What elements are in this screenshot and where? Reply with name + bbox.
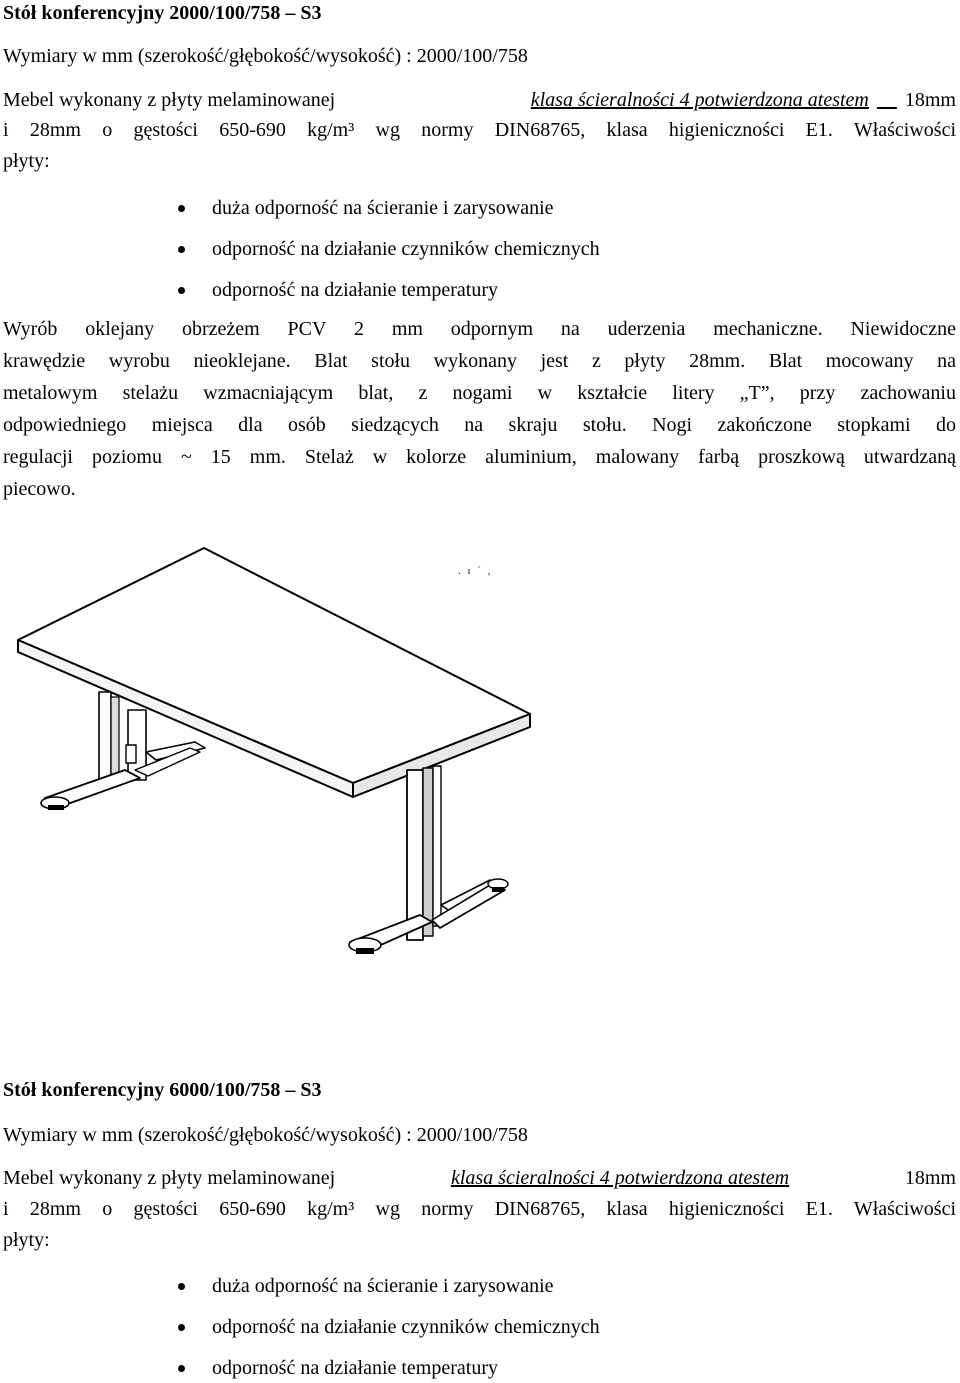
bullet-text: odporność na działanie czynników chemicznych <box>212 1316 600 1338</box>
material-line-2-1 <box>3 1166 956 1190</box>
bullet-text: odporność na działanie czynników chemicznych <box>212 238 600 260</box>
bullet-text: duża odporność na ścieranie i zarysowanie <box>212 1275 554 1297</box>
thickness-2: 18mm <box>904 1167 956 1189</box>
dimensions-1: Wymiary w mm (szerokość/głębokość/wysokość) : 2000/100/758 <box>3 45 528 67</box>
description-line-5: regulacji poziomu ~ 15 mm. Stelaż w kolorze aluminium, malowany farbą proszkową utwardzaną <box>3 446 956 468</box>
material-text-2: Mebel wykonany z płyty melaminowanej <box>3 1167 336 1189</box>
description-line-2: krawędzie wyrobu nieoklejane. Blat stołu wykonany jest z płyty 28mm. Blat mocowany na <box>3 350 956 372</box>
material-line-1-1 <box>3 88 956 112</box>
bullet-text: odporność na działanie temperatury <box>212 279 498 301</box>
product-title-2: Stół konferencyjny 6000/100/758 – S3 <box>3 1079 322 1101</box>
dimensions-2: Wymiary w mm (szerokość/głębokość/wysokość) : 2000/100/758 <box>3 1124 528 1146</box>
bullet-item-2-3 <box>212 1356 498 1380</box>
scan-artifact: . ı ´ , <box>458 565 493 577</box>
bullet-item-1-2 <box>212 237 600 261</box>
description-line-4: odpowiedniego miejsca dla osób siedzących na skraju stołu. Nogi zakończone stopkami do <box>3 414 956 436</box>
wear-class-link-2[interactable]: klasa ścieralności 4 potwierdzona atestem <box>450 1167 790 1189</box>
bullet-item-1-3 <box>212 278 498 302</box>
material-line-2-2: i 28mm o gęstości 650-690 kg/m³ wg normy DIN68765, klasa higieniczności E1. Właściwości <box>3 1198 956 1220</box>
bullet-item-1-1 <box>212 196 554 220</box>
description-line-6: piecowo. <box>3 478 76 500</box>
bullet-item-2-1 <box>212 1274 554 1298</box>
material-line-1-3: płyty: <box>3 150 50 172</box>
wear-class-link-1[interactable]: klasa ścieralności 4 potwierdzona atestem <box>530 89 869 111</box>
conference-table-drawing-icon <box>0 540 560 980</box>
material-line-1-2: i 28mm o gęstości 650-690 kg/m³ wg normy DIN68765, klasa higieniczności E1. Właściwości <box>3 119 956 141</box>
material-line-2-3: płyty: <box>3 1229 50 1251</box>
product-title-1: Stół konferencyjny 2000/100/758 – S3 <box>3 2 322 24</box>
thickness-1: 18mm <box>904 89 956 111</box>
bullet-item-2-2 <box>212 1315 600 1339</box>
underline-gap-1 <box>877 88 897 112</box>
description-line-3: metalowym stelażu wzmacniającym blat, z nogami w kształcie litery „T”, przy zachowaniu <box>3 382 956 404</box>
bullet-text: odporność na działanie temperatury <box>212 1357 498 1379</box>
description-line-1: Wyrób oklejany obrzeżem PCV 2 mm odpornym na uderzenia mechaniczne. Niewidoczne <box>3 318 956 340</box>
bullet-text: duża odporność na ścieranie i zarysowanie <box>212 197 554 219</box>
material-right-1 <box>531 88 956 112</box>
material-text-1: Mebel wykonany z płyty melaminowanej <box>3 89 336 111</box>
